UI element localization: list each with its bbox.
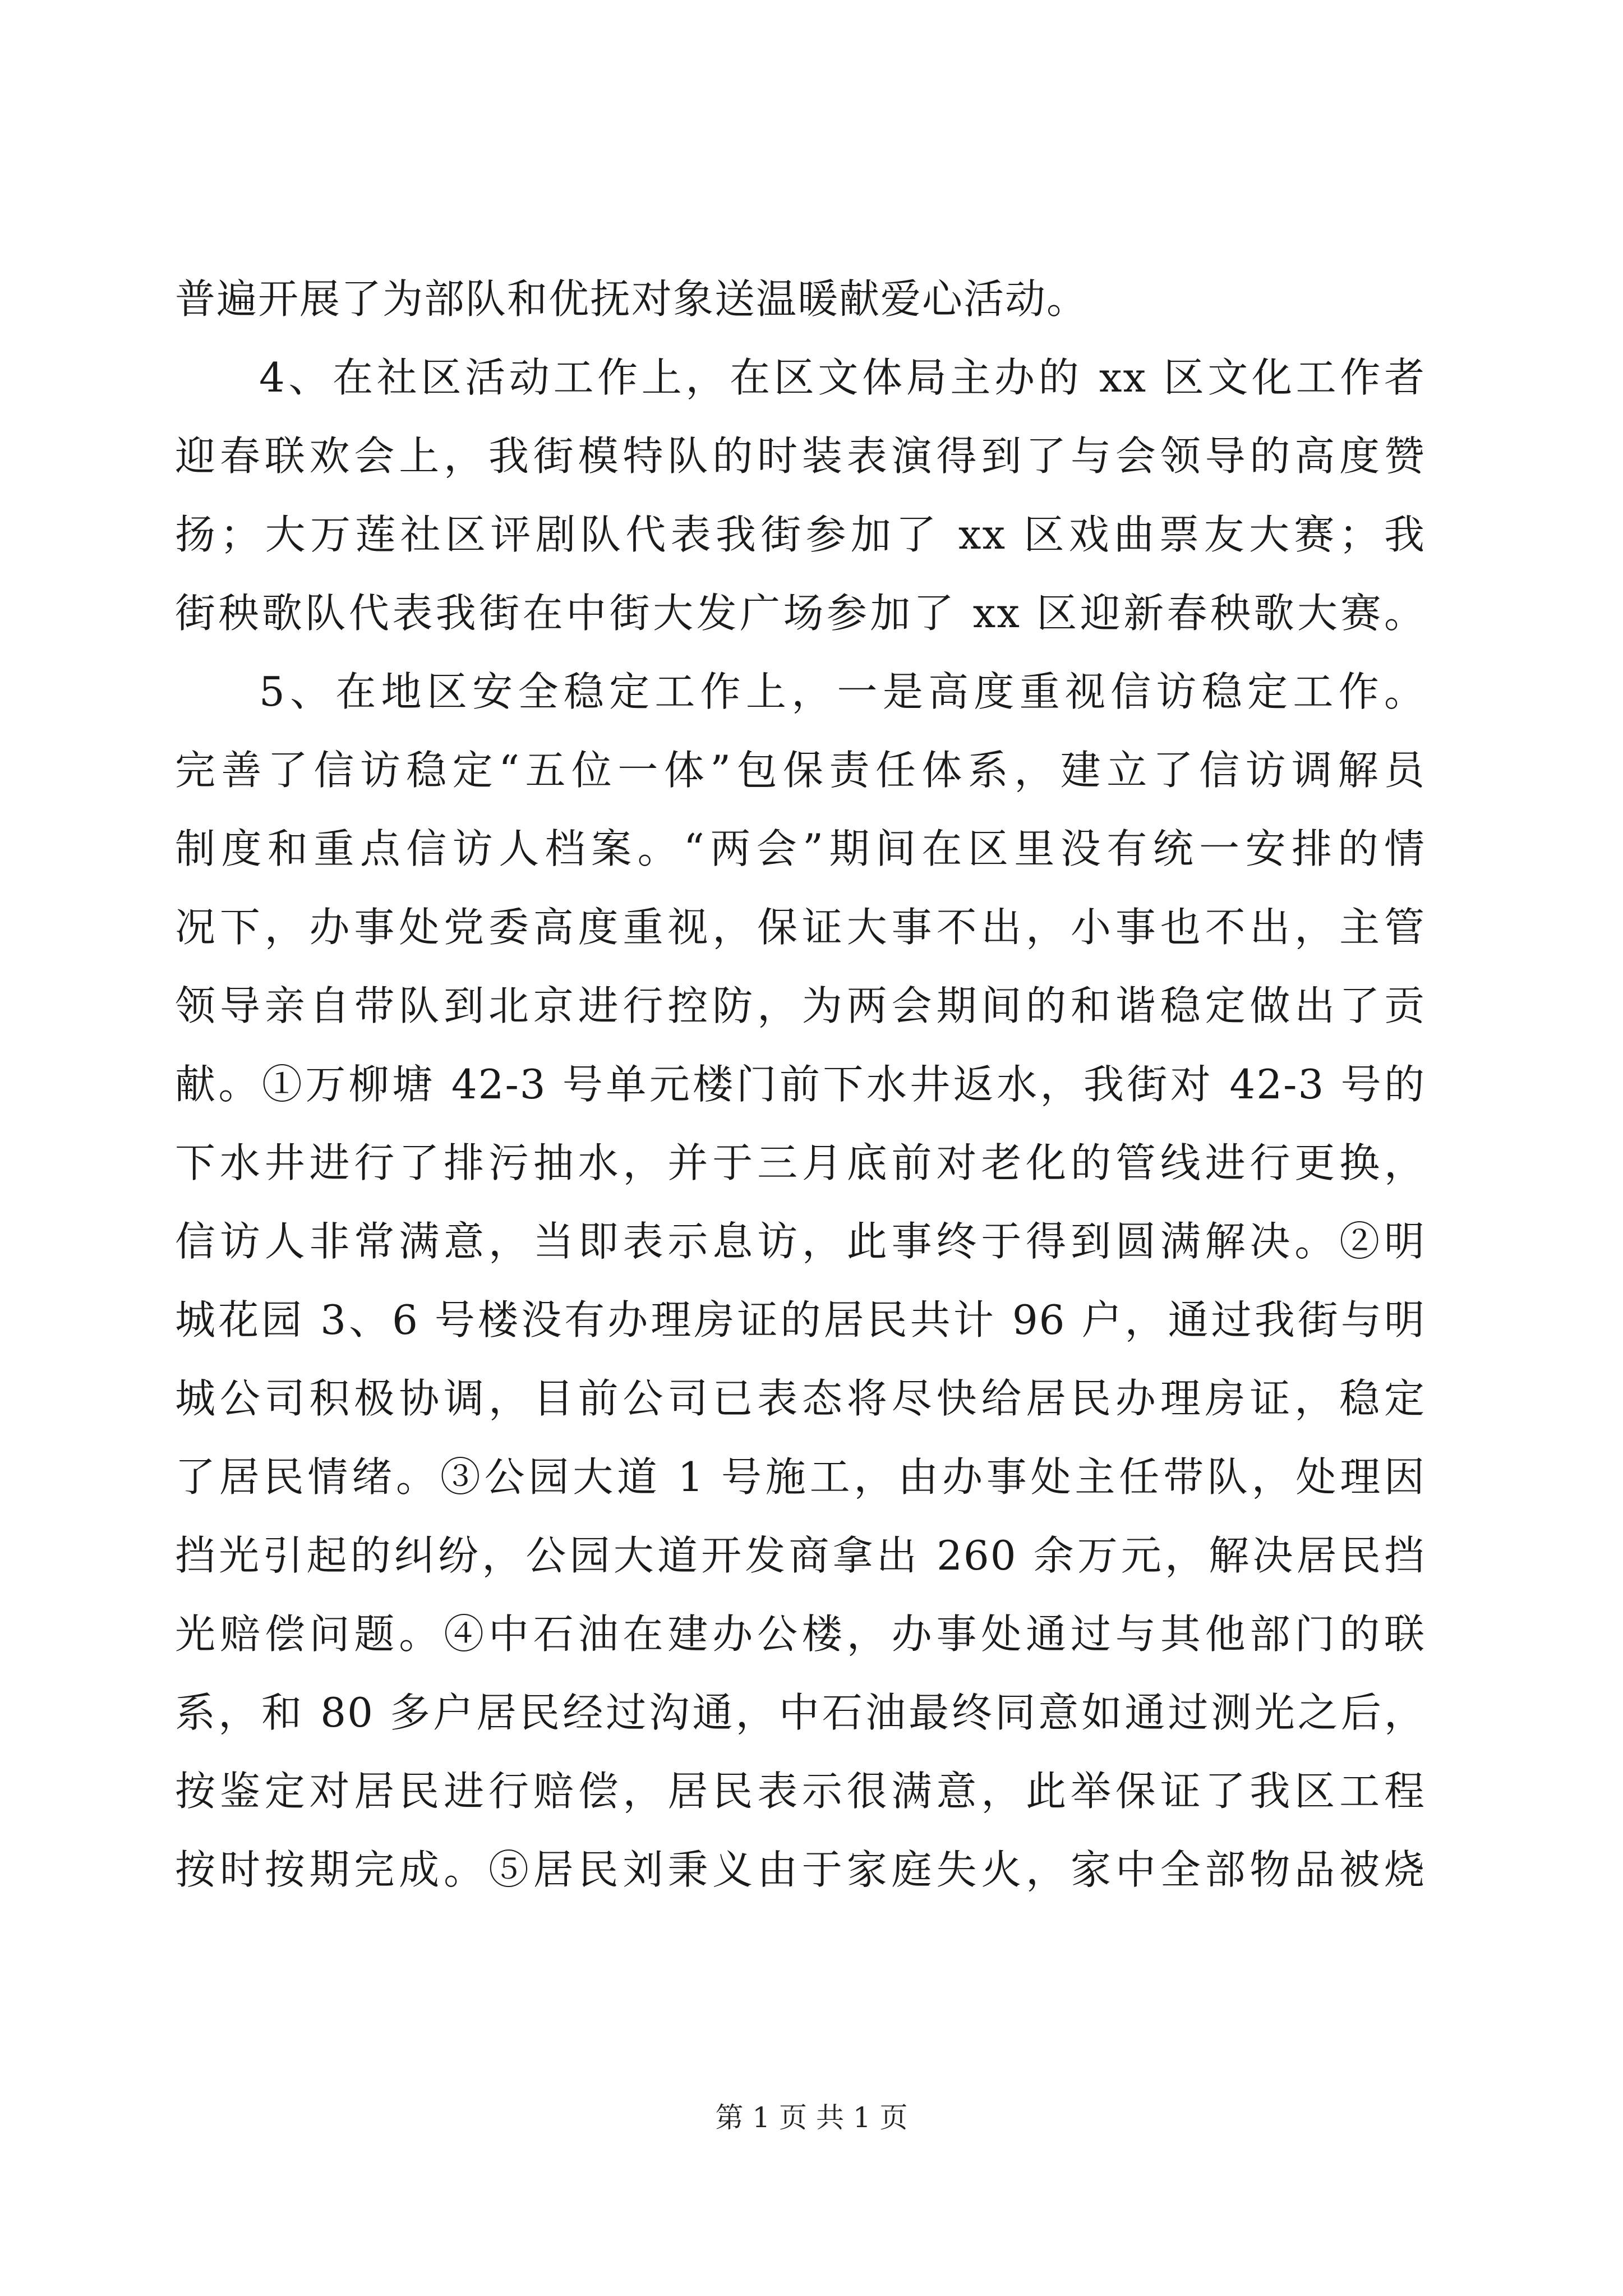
text-line: 下水井进行了排污抽水，并于三月底前对老化的管线进行更换， bbox=[175, 1139, 1426, 1186]
text-line: 城公司积极协调，目前公司已表态将尽快给居民办理房证，稳定 bbox=[175, 1375, 1426, 1422]
text-line: 挡光引起的纠纷，公园大道开发商拿出 260 余万元，解决居民挡 bbox=[175, 1532, 1426, 1579]
text-line: 按时按期完成。⑤居民刘秉义由于家庭失火，家中全部物品被烧 bbox=[175, 1846, 1426, 1893]
text-line: 迎春联欢会上，我街模特队的时装表演得到了与会领导的高度赞 bbox=[175, 432, 1426, 480]
text-line: 街秧歌队代表我街在中街大发广场参加了 xx 区迎新春秧歌大赛。 bbox=[175, 590, 1426, 637]
text-line: 信访人非常满意，当即表示息访，此事终于得到圆满解决。②明 bbox=[175, 1218, 1426, 1265]
text-line: 献。①万柳塘 42-3 号单元楼门前下水井返水，我街对 42-3 号的 bbox=[175, 1061, 1426, 1108]
text-line: 扬；大万莲社区评剧队代表我街参加了 xx 区戏曲票友大赛；我 bbox=[175, 511, 1426, 558]
text-line: 城花园 3、6 号楼没有办理房证的居民共计 96 户，通过我街与明 bbox=[175, 1296, 1426, 1343]
text-line: 制度和重点信访人档案。“两会”期间在区里没有统一安排的情 bbox=[175, 825, 1426, 872]
text-line: 普遍开展了为部队和优抚对象送温暖献爱心活动。 bbox=[175, 275, 1089, 323]
text-line: 4、在社区活动工作上，在区文体局主办的 xx 区文化工作者 bbox=[259, 354, 1426, 401]
text-line: 5、在地区安全稳定工作上，一是高度重视信访稳定工作。 bbox=[259, 668, 1426, 715]
text-line: 系，和 80 多户居民经过沟通，中石油最终同意如通过测光之后， bbox=[175, 1689, 1426, 1736]
body-text bbox=[175, 260, 1426, 1909]
text-line: 按鉴定对居民进行赔偿，居民表示很满意，此举保证了我区工程 bbox=[175, 1768, 1426, 1815]
text-line: 完善了信访稳定“五位一体”包保责任体系，建立了信访调解员 bbox=[175, 747, 1426, 794]
page-number-footer: 第 1 页 共 1 页 bbox=[715, 2101, 908, 2134]
text-line: 况下，办事处党委高度重视，保证大事不出，小事也不出，主管 bbox=[175, 904, 1426, 951]
text-line: 光赔偿问题。④中石油在建办公楼，办事处通过与其他部门的联 bbox=[175, 1611, 1426, 1658]
text-line: 领导亲自带队到北京进行控防，为两会期间的和谐稳定做出了贡 bbox=[175, 982, 1426, 1029]
text-line: 了居民情绪。③公园大道 1 号施工，由办事处主任带队，处理因 bbox=[175, 1453, 1426, 1501]
